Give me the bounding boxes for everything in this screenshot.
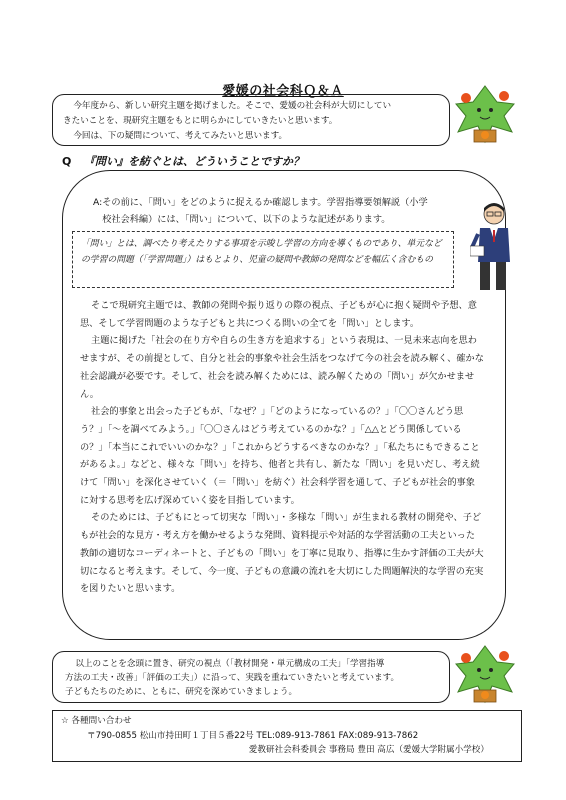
answer-body <box>80 297 484 598</box>
closing-line: 方法の工夫・改善」「評価の工夫」）に沿って、実践を重ねていきたいと考えています。 <box>65 673 400 683</box>
closing-box <box>52 651 450 703</box>
mikan-mascot-illustration <box>452 644 518 706</box>
intro-line: 今年度から、新しい研究主題を掲げました。そこで、愛媛の社会科が大切にしてい <box>73 101 392 111</box>
closing-line: 子どもたちのために、ともに、研究を深めていきましょう。 <box>65 687 298 697</box>
answer-intro <box>93 194 473 228</box>
teacher-illustration <box>470 200 518 294</box>
answer-line: 校社会科編）には、「問い」について、以下のような記述があります。 <box>102 214 391 225</box>
question-marker: Q <box>62 155 72 168</box>
contact-box <box>52 710 522 762</box>
curriculum-quote: 「問い」とは、調べたり考えたりする事項を示唆し学習の方向を導くものであり、単元などの学習の問題（「学習問題」）はもとより、児童の疑問や教師の発問などを幅広く含むもの <box>72 231 454 288</box>
contact-heading: ☆ 各種問い合わせ <box>61 716 132 726</box>
contact-address: 〒790-0855 松山市持田町１丁目５番22号 TEL:089-913-7861 FAX:089-913-7862 <box>87 730 419 741</box>
mikan-mascot-illustration <box>452 84 518 146</box>
answer-paragraph: そこで現研究主題では、教師の発問や振り返りの際の視点、子どもが心に抱く疑問や予想、意思、そして学習問題のような子どもと共につくる問いの全てを「問い」とします。 <box>80 300 477 329</box>
page-title: 愛媛の社会科Ｑ＆Ａ <box>222 84 344 99</box>
question-text: 『問い』を紡ぐとは、どういうことですか？ <box>84 155 304 168</box>
intro-box <box>52 94 450 146</box>
answer-paragraph: 主題に掲げた「社会の在り方や自らの生き方を追求する」という表現は、一見未来志向を思わせますが、その前提として、自分と社会的事象や社会生活をつなげて今の社会を読み解く、確かな社会認識が必要です。そして、社会を読み解くためには、読み解くための「問い」が欠かせません。 <box>80 335 484 400</box>
contact-organization: 愛教研社会科委員会 事務局 豊田 高広（愛媛大学附属小学校） <box>248 745 489 755</box>
answer-line: A:その前に、「問い」をどのように捉えるか確認します。学習指導要領解説（小学 <box>93 197 428 208</box>
question-heading <box>62 153 304 169</box>
answer-paragraph: 社会的事象と出会った子どもが、「なぜ？」「どのようになっているの？」「〇〇さんどう思う？」「～を調べてみよう。」「〇〇さんはどう考えているのかな？」「△△とどう関係しているの？」「本当にこれでいいのかな？」「これからどうするべきなのかな？」「私たちにもできることがあるよ。」などと、様々な「問い」を持ち、他者と共有し、新たな「問い」を見いだし、考え続けて「問い」を深化させていく（＝「問い」を紡ぐ）社会科学習を通して、子どもが社会的事象に対する思考を広げ深めていく姿を目指しています。 <box>80 406 480 506</box>
intro-line: 今回は、下の疑問について、考えてみたいと思います。 <box>73 131 288 141</box>
answer-paragraph: そのためには、子どもにとって切実な「問い」・多様な「問い」が生まれる教材の開発や、子どもが社会的な見方・考え方を働かせるような発問、資料提示や対話的な学習活動の工夫といった教師の適切なコーディネートと、子どもの「問い」を丁寧に見取り、指導に生かす評価の工夫が大切になると考えます。そして、今一度、子どもの意識の流れを大切にした問題解決的な学習の充実を図りたいと思います。 <box>80 512 484 595</box>
closing-line: 以上のことを念頭に置き、研究の視点（「教材開発・単元構成の工夫」「学習指導 <box>75 659 385 669</box>
intro-line: きたいことを、現研究主題をもとに明らかにしていきたいと思います。 <box>63 116 338 126</box>
